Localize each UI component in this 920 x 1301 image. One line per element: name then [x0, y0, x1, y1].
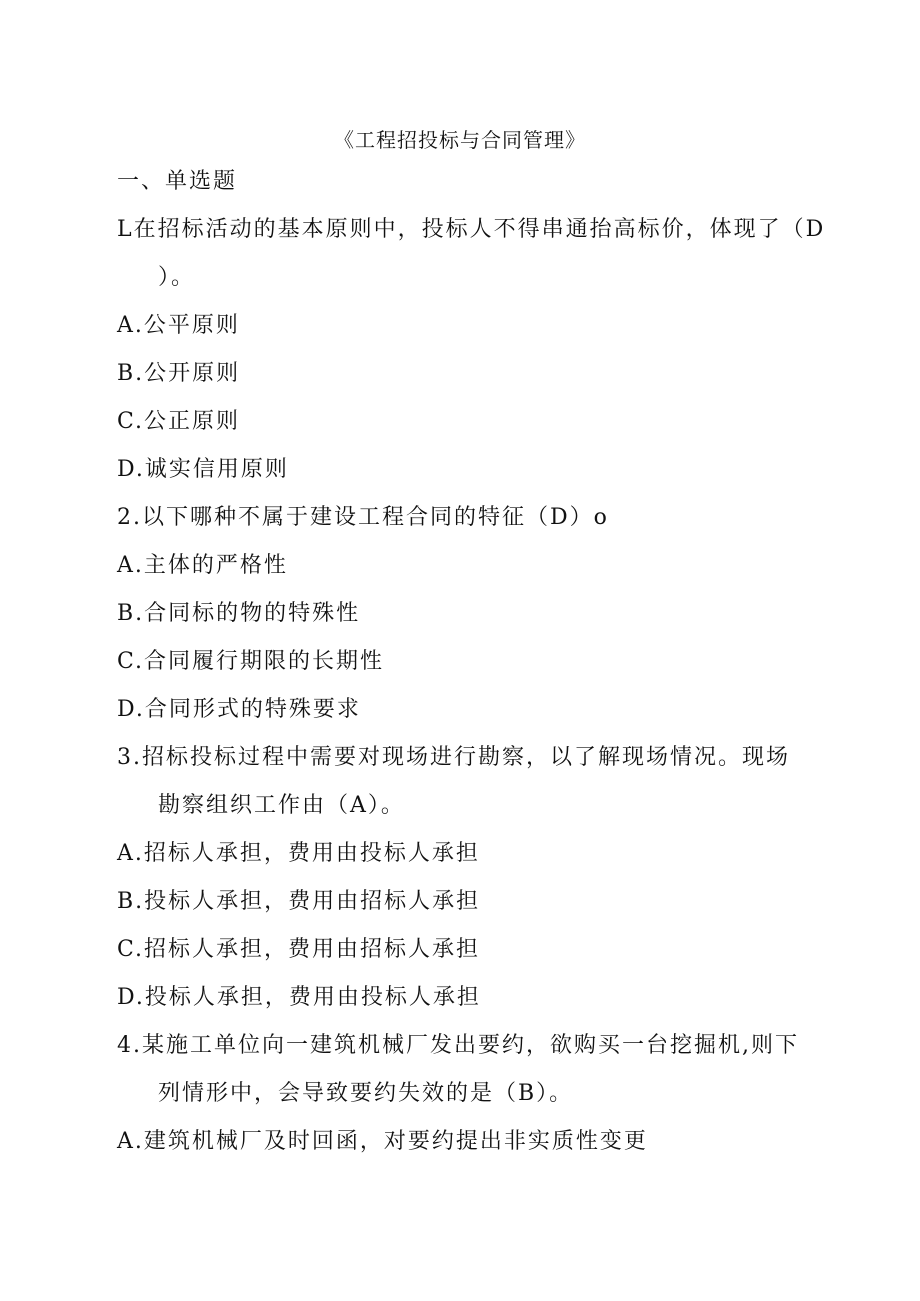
question-1-option-a: A.公平原则	[117, 313, 240, 338]
question-1-option-c: C.公正原则	[117, 409, 241, 434]
question-2-option-b: B.合同标的物的特殊性	[117, 601, 361, 626]
question-4-stem-line-2: 列情形中，会导致要约失效的是（B）。	[158, 1081, 574, 1106]
question-1-option-d: D.诚实信用原则	[117, 457, 289, 482]
question-2-stem-line-1: 2.以下哪种不属于建设工程合同的特征（D）o	[117, 505, 609, 530]
question-4-stem-line-1: 4.某施工单位向一建筑机械厂发出要约，欲购买一台挖掘机,则下	[117, 1033, 799, 1058]
question-3-option-d: D.投标人承担，费用由投标人承担	[117, 985, 481, 1010]
question-3-stem-line-1: 3.招标投标过程中需要对现场进行勘察，以了解现场情况。现场	[117, 745, 790, 770]
question-2-option-a: A.主体的严格性	[117, 553, 288, 578]
question-2-option-d: D.合同形式的特殊要求	[117, 697, 361, 722]
section-heading: 一、单选题	[117, 169, 238, 194]
question-1-stem-line-2: ）。	[158, 265, 196, 290]
question-1-stem-line-1: L在招标活动的基本原则中，投标人不得串通抬高标价，体现了（D	[117, 217, 826, 242]
question-3-option-b: B.投标人承担，费用由招标人承担	[117, 889, 481, 914]
document-title: 《工程招投标与合同管理》	[334, 128, 586, 152]
question-3-stem-line-2: 勘察组织工作由（A）。	[158, 793, 405, 818]
question-1-option-b: B.公开原则	[117, 361, 241, 386]
question-3-option-c: C.招标人承担，费用由招标人承担	[117, 937, 481, 962]
question-4-option-a: A.建筑机械厂及时回函，对要约提出非实质性变更	[117, 1129, 648, 1154]
question-2-option-c: C.合同履行期限的长期性	[117, 649, 385, 674]
question-3-option-a: A.招标人承担，费用由投标人承担	[117, 841, 480, 866]
